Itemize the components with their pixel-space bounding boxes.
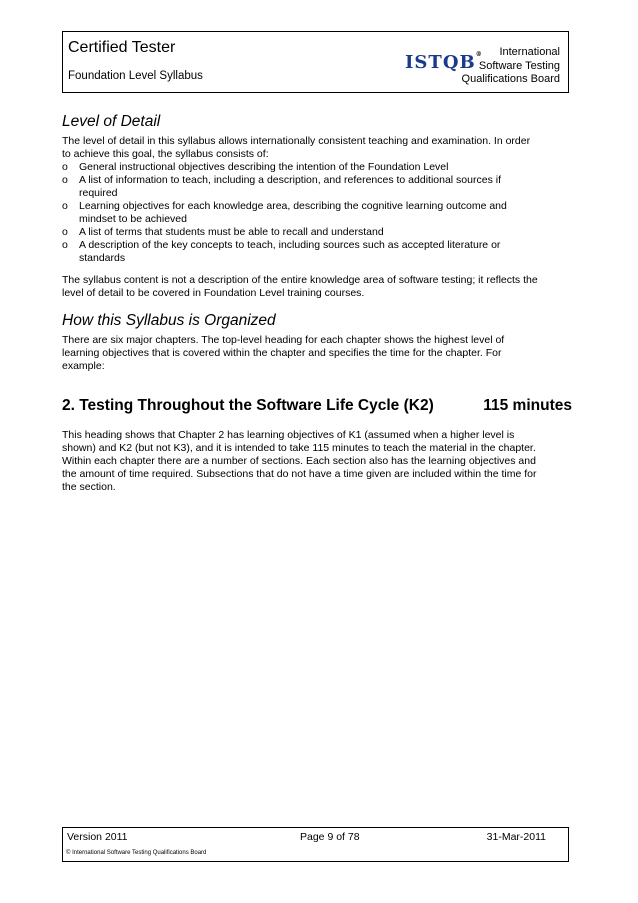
- org-line: International: [499, 46, 560, 58]
- header-title: Certified Tester: [68, 39, 176, 56]
- level-of-detail-intro: The level of detail in this syllabus allows internationally consistent teaching and examination. In order to achieve this goal, the syllabus consists of:: [62, 135, 531, 160]
- page-header: [62, 31, 569, 93]
- chapter-heading-example: [62, 396, 572, 416]
- bullet-glyph: o: [62, 200, 68, 212]
- page-content: [62, 112, 572, 494]
- list-item: [62, 161, 540, 174]
- footer-version: Version 2011: [67, 831, 128, 843]
- list-item-text: Learning objectives for each knowledge area, describing the cognitive learning outcome and mindset to be achieved: [79, 200, 507, 225]
- bullet-glyph: o: [62, 174, 68, 186]
- logo-text: ISTQB: [405, 52, 476, 73]
- section-heading-level-of-detail: Level of Detail: [62, 113, 161, 130]
- org-name: [462, 46, 560, 87]
- org-line: Qualifications Board: [461, 73, 560, 85]
- list-item-text: General instructional objectives describing the intention of the Foundation Level: [79, 161, 449, 173]
- section-heading-organization: How this Syllabus is Organized: [62, 312, 276, 329]
- list-item: [62, 239, 540, 265]
- bullet-glyph: o: [62, 239, 68, 251]
- bullet-glyph: o: [62, 226, 68, 238]
- chapter-explanation: This heading shows that Chapter 2 has learning objectives of K1 (assumed when a higher level is shown) and K2 (but not K3), and it is intended to take 115 minutes to teach the material in the chapter. Within each chapter there are a number of sections. Each section also has the learning objectives and the amount of time required. Subsections that do not have a time given are included within the time for the section.: [62, 429, 537, 493]
- syllabus-contents-list: [62, 161, 540, 265]
- list-item: [62, 174, 540, 200]
- footer-copyright: © International Software Testing Qualifications Board: [66, 850, 207, 856]
- level-of-detail-outro: The syllabus content is not a description of the entire knowledge area of software testing; it reflects the level of detail to be covered in Foundation Level training courses.: [62, 274, 538, 299]
- list-item-text: A list of terms that students must be able to recall and understand: [79, 226, 384, 238]
- organization-text: There are six major chapters. The top-level heading for each chapter shows the highest level of learning objectives that is covered within the chapter and specifies the time for the chapter. For example:: [62, 334, 505, 372]
- footer-page-number: Page 9 of 78: [300, 831, 360, 843]
- registered-mark: ®: [475, 51, 483, 58]
- footer-date: 31-Mar-2011: [486, 831, 546, 843]
- header-subtitle: Foundation Level Syllabus: [68, 70, 203, 82]
- page-footer: [62, 827, 569, 862]
- org-line: Software Testing: [478, 59, 560, 72]
- chapter-time: 115 minutes: [483, 397, 572, 414]
- list-item-text: A description of the key concepts to teach, including sources such as accepted literature or standards: [79, 239, 501, 264]
- list-item-text: A list of information to teach, including a description, and references to additional sources if required: [79, 174, 501, 199]
- list-item: [62, 200, 540, 226]
- bullet-glyph: o: [62, 161, 68, 173]
- list-item: [62, 226, 540, 239]
- chapter-title: 2. Testing Throughout the Software Life Cycle (K2): [62, 397, 434, 414]
